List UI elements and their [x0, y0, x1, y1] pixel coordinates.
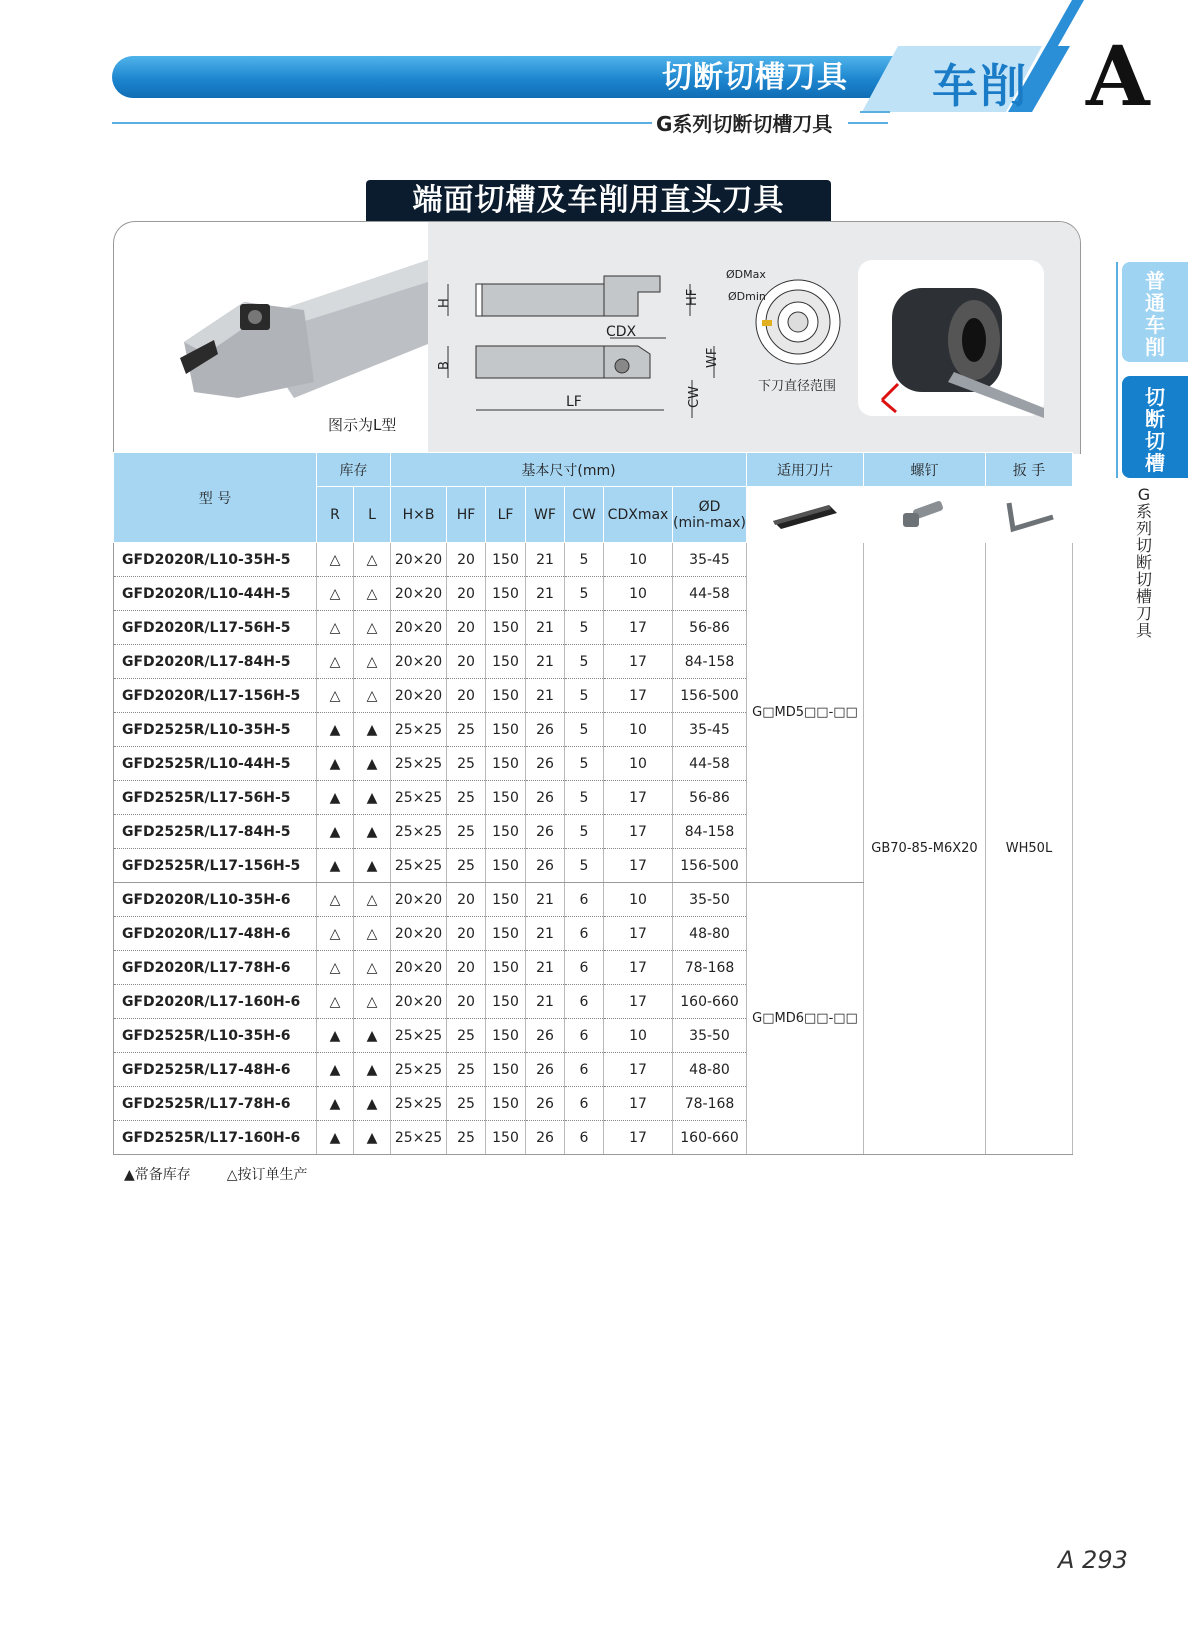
- table-cell: △: [317, 543, 354, 577]
- col-insert: 适用刀片: [747, 453, 864, 487]
- table-cell: 21: [526, 645, 565, 679]
- col-wrench: 扳 手: [986, 453, 1073, 487]
- subtitle-rule: [112, 122, 652, 124]
- table-cell: 20×20: [391, 883, 447, 917]
- table-cell: 6: [565, 1053, 604, 1087]
- table-cell: 78-168: [673, 1087, 747, 1121]
- table-cell: 26: [526, 781, 565, 815]
- table-cell: 17: [604, 849, 673, 883]
- table-cell: 150: [486, 713, 526, 747]
- table-cell: 150: [486, 1087, 526, 1121]
- table-cell: ▲: [317, 849, 354, 883]
- table-cell: 84-158: [673, 815, 747, 849]
- table-cell: ▲: [354, 1121, 391, 1155]
- table-cell: 150: [486, 781, 526, 815]
- insert-model-cell: G□MD6□□-□□: [747, 883, 864, 1155]
- table-cell: 5: [565, 611, 604, 645]
- table-cell: 10: [604, 543, 673, 577]
- table-cell: 25: [447, 815, 486, 849]
- model-cell: GFD2525R/L17-156H-5: [114, 849, 317, 883]
- diameter-max-label: ØDMax: [726, 268, 766, 281]
- wrench-image-cell: [986, 487, 1073, 543]
- table-cell: 150: [486, 645, 526, 679]
- table-cell: ▲: [317, 1121, 354, 1155]
- spec-table: [113, 452, 1073, 1155]
- figure-drawing-area: [428, 222, 1080, 454]
- table-cell: ▲: [317, 781, 354, 815]
- dim-H: H: [437, 298, 452, 308]
- model-cell: GFD2525R/L10-35H-5: [114, 713, 317, 747]
- table-cell: 17: [604, 1087, 673, 1121]
- table-cell: 150: [486, 849, 526, 883]
- col-model: 型 号: [114, 453, 317, 543]
- table-cell: 10: [604, 713, 673, 747]
- table-cell: 156-500: [673, 849, 747, 883]
- table-cell: 17: [604, 1121, 673, 1155]
- dimension-drawing: [428, 222, 1080, 454]
- table-cell: 5: [565, 543, 604, 577]
- model-cell: GFD2525R/L17-160H-6: [114, 1121, 317, 1155]
- table-cell: 25: [447, 849, 486, 883]
- table-cell: 26: [526, 1053, 565, 1087]
- table-cell: 25×25: [391, 713, 447, 747]
- table-cell: △: [317, 577, 354, 611]
- model-cell: GFD2020R/L17-156H-5: [114, 679, 317, 713]
- dim-HF: HF: [685, 288, 700, 306]
- table-cell: ▲: [354, 1087, 391, 1121]
- table-cell: 17: [604, 645, 673, 679]
- table-cell: 17: [604, 1053, 673, 1087]
- table-cell: 5: [565, 849, 604, 883]
- col-CW: CW: [565, 487, 604, 543]
- table-cell: 20: [447, 951, 486, 985]
- table-cell: 150: [486, 883, 526, 917]
- table-cell: 25×25: [391, 849, 447, 883]
- screw-icon: [895, 493, 955, 533]
- model-cell: GFD2525R/L10-44H-5: [114, 747, 317, 781]
- table-cell: 26: [526, 849, 565, 883]
- table-cell: 20×20: [391, 951, 447, 985]
- table-cell: 21: [526, 611, 565, 645]
- table-cell: 20: [447, 645, 486, 679]
- table-cell: 5: [565, 713, 604, 747]
- dim-CW: CW: [687, 386, 702, 408]
- table-cell: △: [317, 679, 354, 713]
- col-OD: ØD (min-max): [673, 487, 747, 543]
- table-cell: ▲: [317, 1053, 354, 1087]
- model-cell: GFD2525R/L10-35H-6: [114, 1019, 317, 1053]
- table-cell: 5: [565, 747, 604, 781]
- table-cell: 26: [526, 1121, 565, 1155]
- table-cell: 160-660: [673, 985, 747, 1019]
- table-cell: 6: [565, 1019, 604, 1053]
- table-cell: 35-50: [673, 1019, 747, 1053]
- table-cell: 20: [447, 883, 486, 917]
- table-cell: △: [354, 611, 391, 645]
- model-cell: GFD2020R/L10-35H-6: [114, 883, 317, 917]
- table-cell: 20: [447, 543, 486, 577]
- table-cell: 56-86: [673, 781, 747, 815]
- table-cell: △: [317, 917, 354, 951]
- table-cell: ▲: [317, 1087, 354, 1121]
- screw-model-cell: GB70-85-M6X20: [864, 543, 986, 1155]
- table-cell: 20×20: [391, 645, 447, 679]
- model-cell: GFD2525R/L17-78H-6: [114, 1087, 317, 1121]
- table-cell: 150: [486, 747, 526, 781]
- table-cell: 20×20: [391, 679, 447, 713]
- table-cell: △: [354, 951, 391, 985]
- table-cell: 5: [565, 815, 604, 849]
- insert-image-cell: [747, 487, 864, 543]
- col-L: L: [354, 487, 391, 543]
- table-cell: 48-80: [673, 1053, 747, 1087]
- col-CDXmax: CDXmax: [604, 487, 673, 543]
- table-cell: 5: [565, 645, 604, 679]
- table-cell: 26: [526, 747, 565, 781]
- table-cell: △: [354, 577, 391, 611]
- table-cell: 25×25: [391, 747, 447, 781]
- table-cell: ▲: [354, 1019, 391, 1053]
- table-cell: 6: [565, 951, 604, 985]
- table-cell: 10: [604, 747, 673, 781]
- table-cell: △: [354, 543, 391, 577]
- table-cell: ▲: [354, 747, 391, 781]
- table-cell: 20: [447, 985, 486, 1019]
- table-cell: 17: [604, 917, 673, 951]
- section-letter: A: [1086, 29, 1150, 125]
- table-row: [114, 543, 1073, 577]
- figure-panel: [113, 221, 1081, 454]
- table-cell: 150: [486, 611, 526, 645]
- table-cell: 35-45: [673, 543, 747, 577]
- side-vertical-label: G系列切断切槽刀具: [1135, 485, 1152, 640]
- table-cell: 150: [486, 543, 526, 577]
- table-cell: 20: [447, 679, 486, 713]
- table-cell: ▲: [354, 815, 391, 849]
- table-cell: 26: [526, 1087, 565, 1121]
- table-cell: 25: [447, 1053, 486, 1087]
- table-cell: 150: [486, 917, 526, 951]
- table-cell: 17: [604, 611, 673, 645]
- col-HF: HF: [447, 487, 486, 543]
- table-cell: 6: [565, 985, 604, 1019]
- table-cell: 150: [486, 1019, 526, 1053]
- diameter-min-label: ØDmin: [728, 290, 766, 303]
- table-cell: 20×20: [391, 917, 447, 951]
- table-cell: △: [354, 985, 391, 1019]
- table-cell: △: [354, 917, 391, 951]
- table-cell: △: [354, 679, 391, 713]
- table-cell: △: [317, 883, 354, 917]
- table-cell: 25×25: [391, 1019, 447, 1053]
- table-cell: 44-58: [673, 577, 747, 611]
- table-cell: 26: [526, 713, 565, 747]
- col-WF: WF: [526, 487, 565, 543]
- table-cell: 20×20: [391, 611, 447, 645]
- table-cell: 20×20: [391, 985, 447, 1019]
- table-cell: 5: [565, 781, 604, 815]
- table-cell: 21: [526, 883, 565, 917]
- col-dims: 基本尺寸(mm): [391, 453, 747, 487]
- model-cell: GFD2020R/L17-160H-6: [114, 985, 317, 1019]
- table-cell: 78-168: [673, 951, 747, 985]
- table-cell: 25: [447, 1019, 486, 1053]
- table-cell: 21: [526, 543, 565, 577]
- table-cell: 25: [447, 713, 486, 747]
- model-cell: GFD2020R/L17-48H-6: [114, 917, 317, 951]
- figure-caption: 图示为L型: [328, 416, 397, 434]
- insert-model-cell: G□MD5□□-□□: [747, 543, 864, 883]
- model-cell: GFD2525R/L17-48H-6: [114, 1053, 317, 1087]
- wrench-model-cell: WH50L: [986, 543, 1073, 1155]
- table-cell: 17: [604, 815, 673, 849]
- table-cell: 6: [565, 1087, 604, 1121]
- table-cell: 25×25: [391, 1087, 447, 1121]
- table-cell: 26: [526, 815, 565, 849]
- table-cell: 150: [486, 985, 526, 1019]
- table-cell: 150: [486, 1053, 526, 1087]
- table-cell: 6: [565, 883, 604, 917]
- col-HxB: H×B: [391, 487, 447, 543]
- table-cell: ▲: [354, 713, 391, 747]
- table-cell: ▲: [354, 781, 391, 815]
- table-cell: 25: [447, 781, 486, 815]
- table-cell: 21: [526, 951, 565, 985]
- table-cell: 20×20: [391, 577, 447, 611]
- table-cell: 21: [526, 577, 565, 611]
- table-cell: 10: [604, 1019, 673, 1053]
- table-cell: 35-45: [673, 713, 747, 747]
- table-cell: △: [317, 951, 354, 985]
- table-cell: △: [354, 883, 391, 917]
- table-cell: 25×25: [391, 815, 447, 849]
- screw-image-cell: [864, 487, 986, 543]
- dim-LF: LF: [566, 394, 582, 410]
- table-cell: 21: [526, 985, 565, 1019]
- model-cell: GFD2525R/L17-84H-5: [114, 815, 317, 849]
- table-cell: 21: [526, 679, 565, 713]
- model-cell: GFD2020R/L10-44H-5: [114, 577, 317, 611]
- table-cell: △: [317, 611, 354, 645]
- col-stock: 库存: [317, 453, 391, 487]
- table-cell: 35-50: [673, 883, 747, 917]
- table-cell: 5: [565, 577, 604, 611]
- table-cell: 25: [447, 1121, 486, 1155]
- side-tab-parting-grooving[interactable]: 切断切槽: [1122, 376, 1188, 478]
- table-cell: 150: [486, 679, 526, 713]
- table-cell: 25: [447, 1087, 486, 1121]
- table-cell: ▲: [317, 815, 354, 849]
- table-cell: 48-80: [673, 917, 747, 951]
- table-cell: △: [354, 645, 391, 679]
- table-cell: 17: [604, 951, 673, 985]
- table-cell: 5: [565, 679, 604, 713]
- table-cell: 17: [604, 985, 673, 1019]
- table-cell: 20×20: [391, 543, 447, 577]
- section-title: 端面切槽及车削用直头刀具: [366, 180, 831, 222]
- table-cell: 20: [447, 577, 486, 611]
- dim-B: B: [437, 361, 452, 370]
- table-cell: 25×25: [391, 1053, 447, 1087]
- model-cell: GFD2020R/L17-56H-5: [114, 611, 317, 645]
- table-cell: 6: [565, 917, 604, 951]
- tool-holder-illustration: [114, 222, 428, 454]
- legend: ▲常备库存 △按订单生产: [124, 1167, 308, 1183]
- header-title: 切断切槽刀具: [662, 60, 848, 95]
- table-cell: 25: [447, 747, 486, 781]
- table-cell: ▲: [317, 747, 354, 781]
- diameter-caption: 下刀直径范围: [758, 379, 837, 394]
- model-cell: GFD2020R/L17-84H-5: [114, 645, 317, 679]
- table-cell: 25×25: [391, 781, 447, 815]
- table-cell: 20: [447, 611, 486, 645]
- col-screw: 螺钉: [864, 453, 986, 487]
- table-cell: 150: [486, 951, 526, 985]
- dim-WF: WF: [705, 347, 720, 368]
- table-cell: 25×25: [391, 1121, 447, 1155]
- table-cell: 56-86: [673, 611, 747, 645]
- insert-icon: [765, 491, 845, 535]
- header-subtitle: G系列切断切槽刀具: [656, 112, 833, 136]
- wrench-icon: [999, 491, 1059, 535]
- table-cell: 150: [486, 1121, 526, 1155]
- table-cell: 160-660: [673, 1121, 747, 1155]
- table-cell: 156-500: [673, 679, 747, 713]
- table-cell: △: [317, 645, 354, 679]
- table-cell: ▲: [354, 1053, 391, 1087]
- col-R: R: [317, 487, 354, 543]
- table-cell: 21: [526, 917, 565, 951]
- table-cell: 150: [486, 815, 526, 849]
- model-cell: GFD2020R/L10-35H-5: [114, 543, 317, 577]
- table-cell: 44-58: [673, 747, 747, 781]
- col-LF: LF: [486, 487, 526, 543]
- table-cell: 150: [486, 577, 526, 611]
- table-cell: 6: [565, 1121, 604, 1155]
- table-cell: 10: [604, 577, 673, 611]
- dim-CDX: CDX: [606, 324, 637, 340]
- table-cell: ▲: [317, 713, 354, 747]
- table-cell: 10: [604, 883, 673, 917]
- table-cell: ▲: [317, 1019, 354, 1053]
- table-cell: △: [317, 985, 354, 1019]
- header-category: 车削: [932, 59, 1028, 113]
- table-cell: 26: [526, 1019, 565, 1053]
- model-cell: GFD2020R/L17-78H-6: [114, 951, 317, 985]
- subtitle-rule-right: [848, 122, 888, 124]
- table-cell: 17: [604, 679, 673, 713]
- table-cell: 17: [604, 781, 673, 815]
- side-tab-line: [1116, 262, 1118, 478]
- page-number: A 293: [1058, 1546, 1128, 1574]
- table-cell: 20: [447, 917, 486, 951]
- table-cell: 84-158: [673, 645, 747, 679]
- model-cell: GFD2525R/L17-56H-5: [114, 781, 317, 815]
- side-tab-general-turning[interactable]: 普通车削: [1122, 262, 1188, 362]
- table-cell: ▲: [354, 849, 391, 883]
